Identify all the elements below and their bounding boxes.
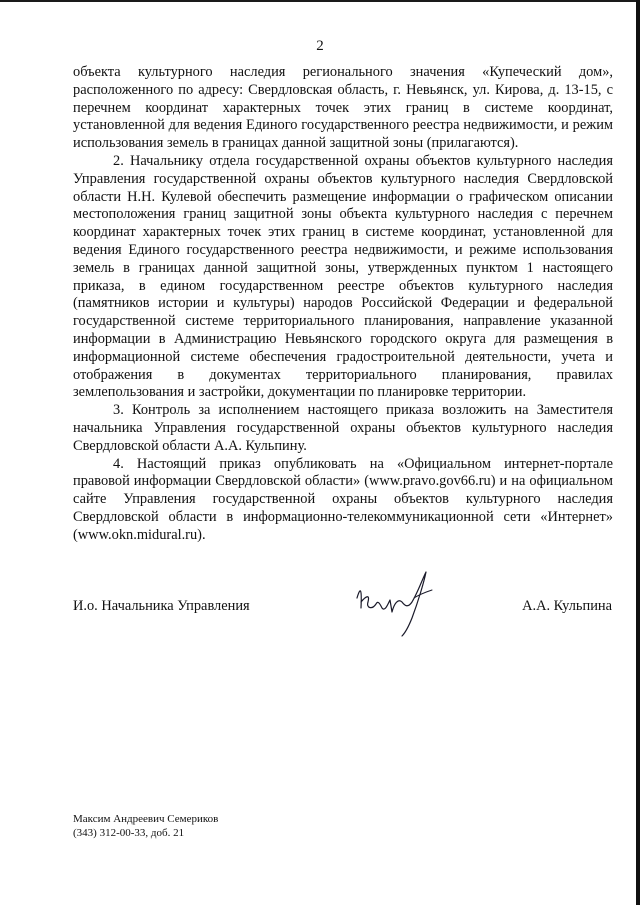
scan-top-edge — [0, 0, 640, 2]
paragraph-1-continuation: объекта культурного наследия регионального значения «Купеческий дом», расположенного по адресу: Свердловская область, г. Невьянск, ул. Кирова, д. 13-15, с перечнем координат характерных точек этих границ в системе координат, установленной для ведения Единого государственного реестра недвижимости, и режим использования земель в границах данной защитной зоны (прилагаются). — [73, 64, 613, 152]
executor-phone: (343) 312-00-33, доб. 21 — [73, 827, 185, 839]
signatory-name: А.А. Кульпина — [522, 598, 612, 614]
scan-right-edge — [636, 0, 640, 905]
handwritten-signature — [352, 568, 442, 638]
signatory-title: И.о. Начальника Управления — [73, 598, 250, 614]
paragraph-2: 2. Начальнику отдела государственной охраны объектов культурного наследия Управления государственной охраны объектов культурного наследия Свердловской области Н.Н. Кулевой обеспечить размещение информации о графическом описании местоположения границ защитной зоны объекта культурного наследия с перечнем координат характерных точек этих границ в системе координат, установленной для ведения Единого государственного реестра недвижимости, и режиме использования земель в границах данной защитной зоны, утвержденных пунктом 1 настоящего приказа, в едином государственном реестре объектов культурного наследия (памятников истории и культуры) народов Российской Федерации и федеральной государственной системе территориального планирования, направление указанной информации в Администрацию Невьянского городского округа для размещения в информационной системе обеспечения градостроительной деятельности, учета и отображения в документах территориального планирования, правилах землепользования и застройки, документации по планировке территории. — [73, 152, 613, 401]
page-number: 2 — [316, 38, 324, 54]
executor-name: Максим Андреевич Семериков — [73, 813, 219, 825]
executor-info — [73, 812, 218, 840]
document-body — [73, 64, 613, 545]
paragraph-4: 4. Настоящий приказ опубликовать на «Официальном интернет-портале правовой информации Свердловской области» (www.pravo.gov66.ru) и на официальном сайте Управления государственной охраны объектов культурного наследия Свердловской области в информационно-телекоммуникационной сети «Интернет» (www.okn.midural.ru). — [73, 455, 613, 543]
paragraph-3: 3. Контроль за исполнением настоящего приказа возложить на Заместителя начальника Управления государственной охраны объектов культурного наследия Свердловской области А.А. Кульпину. — [73, 402, 613, 454]
